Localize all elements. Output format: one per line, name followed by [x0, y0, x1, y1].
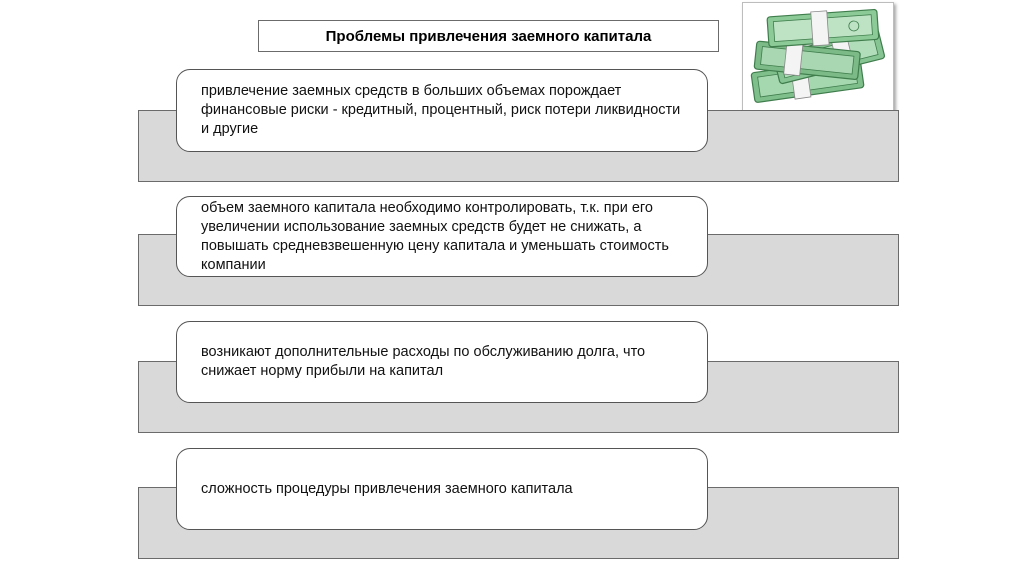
page-title-text: Проблемы привлечения заемного капитала — [325, 27, 652, 45]
page-title — [258, 20, 719, 52]
problem-item-3-text: возникают дополнительные расходы по обслуживанию долга, что снижает норму прибыли на капитал — [201, 344, 646, 379]
problem-item-1-text: привлечение заемных средств в больших объемах порождает финансовые риски - кредитный, процентный, риск потери ликвидности и другие — [201, 83, 681, 137]
problem-item-4-text: сложность процедуры привлечения заемного капитала — [201, 480, 573, 497]
money-stack-icon — [743, 3, 893, 115]
problem-item-3 — [176, 321, 708, 403]
money-stack-image — [742, 2, 894, 116]
problem-item-4 — [176, 448, 708, 530]
problem-item-2 — [176, 196, 708, 277]
problem-item-1 — [176, 69, 708, 152]
problem-item-2-text: объем заемного капитала необходимо контролировать, т.к. при его увеличении использование заемных средств будет не снижать, а повышать средневзвешенную цену капитала и уменьшать стоимость компании — [201, 199, 669, 273]
